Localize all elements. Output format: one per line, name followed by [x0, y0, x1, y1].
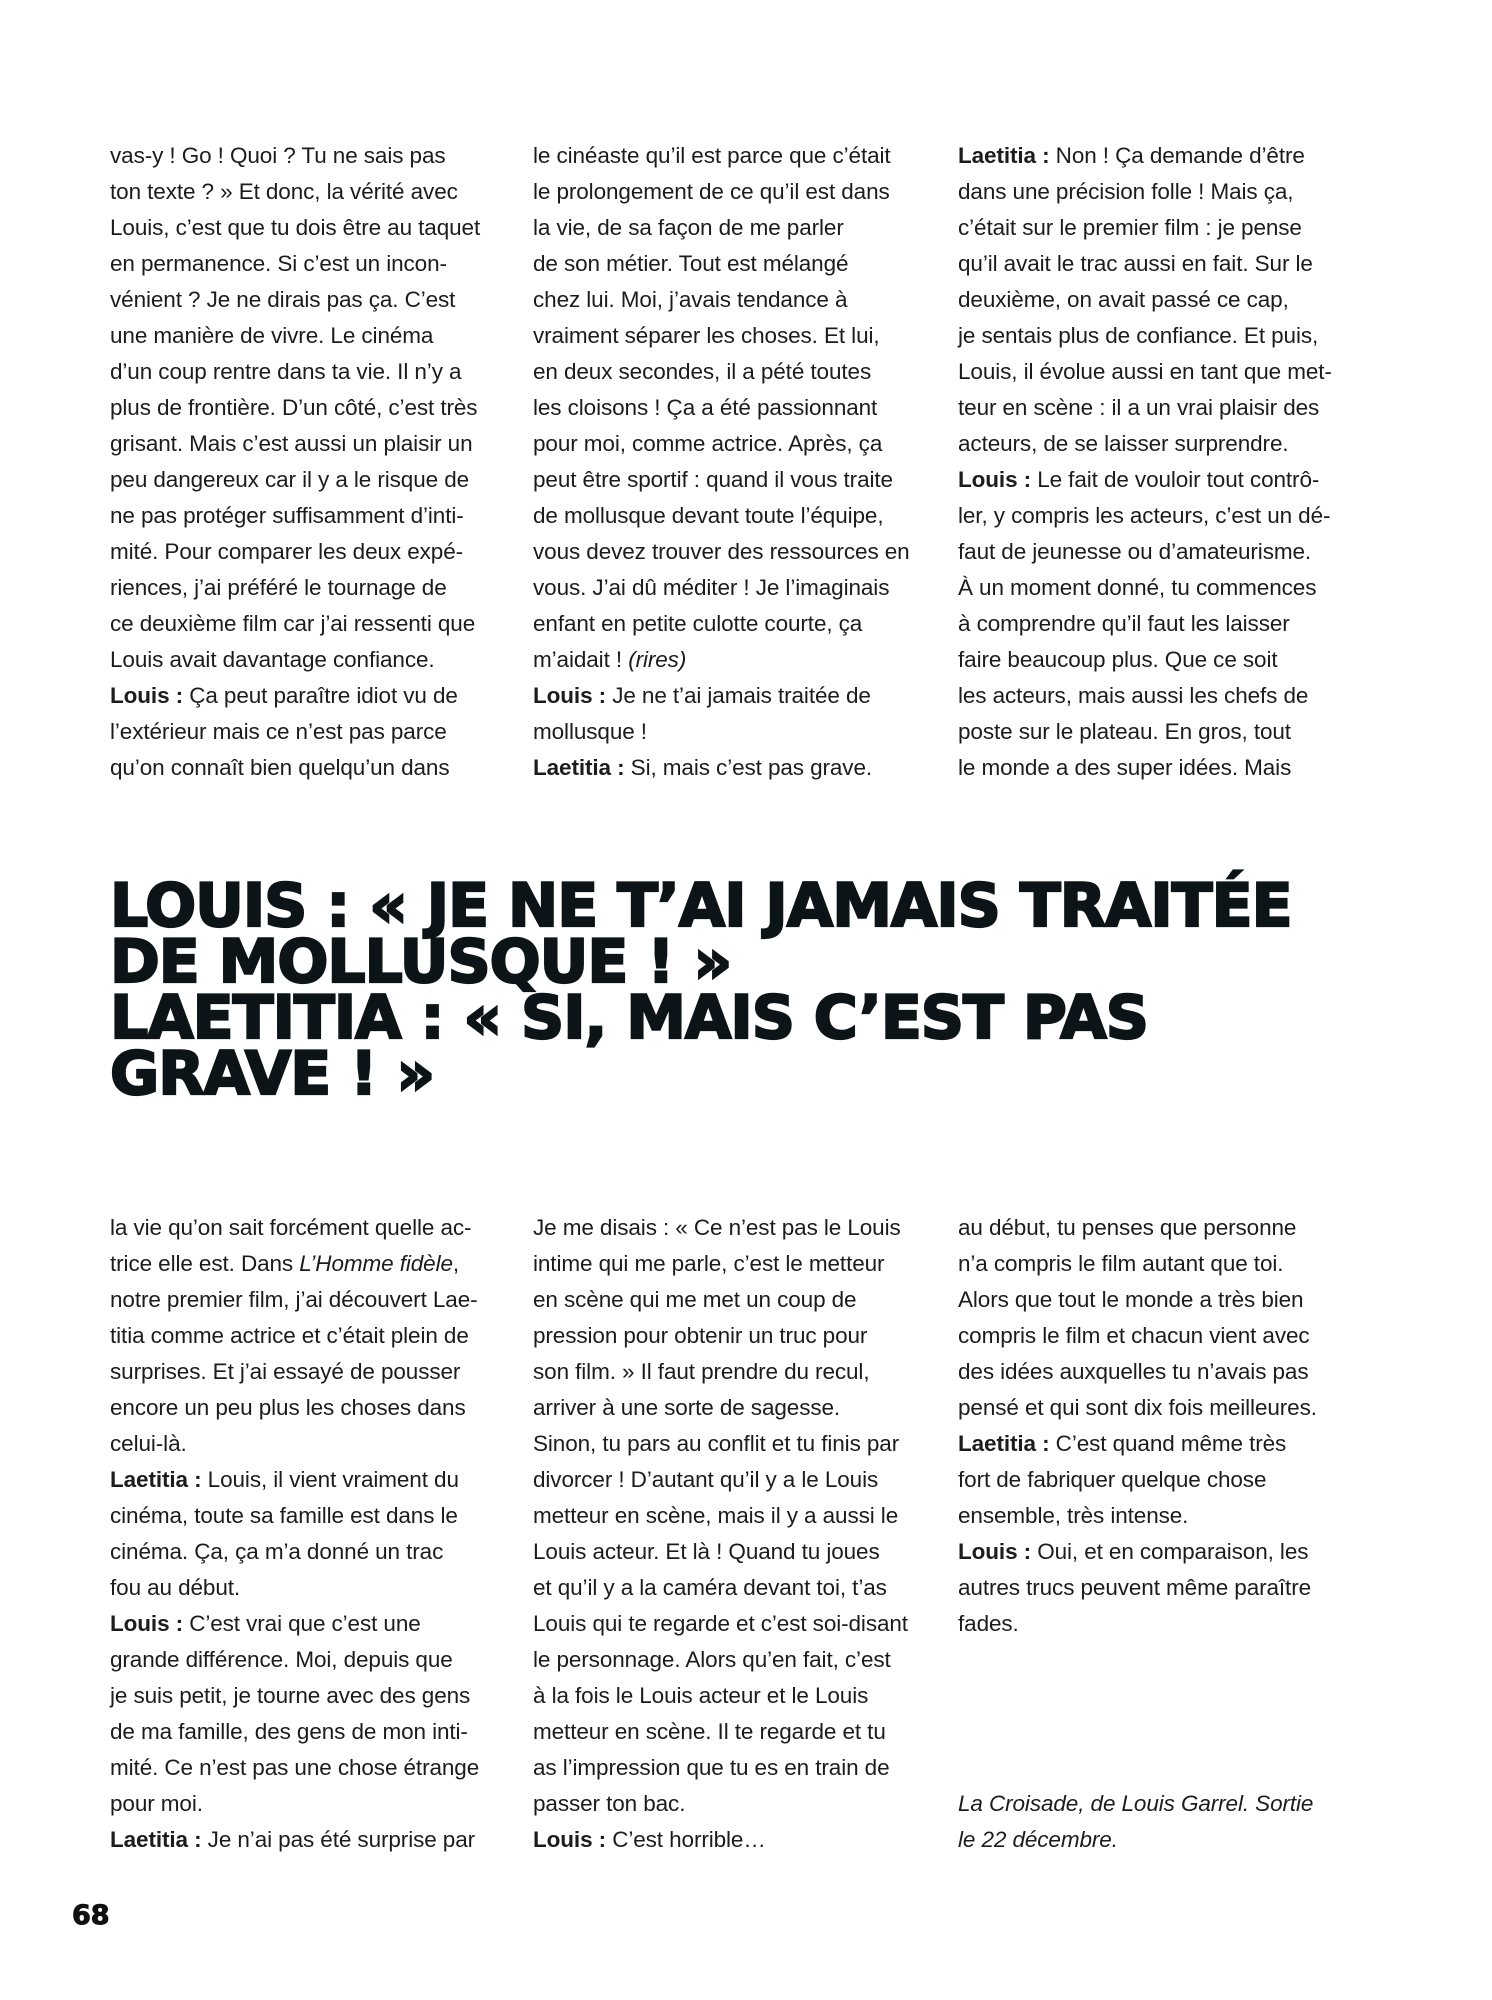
body-text: les acteurs, mais aussi les chefs de	[958, 683, 1309, 708]
body-text: ce deuxième film car j’ai ressenti que	[110, 611, 476, 636]
body-text: vous devez trouver des ressources en	[533, 539, 910, 564]
body-text: celui-là.	[110, 1431, 187, 1456]
speaker-name: Louis :	[533, 683, 607, 708]
text-line	[958, 678, 1358, 714]
body-text: Louis qui te regarde et c’est soi-disant	[533, 1611, 908, 1636]
text-line	[958, 282, 1358, 318]
text-line	[958, 246, 1358, 282]
body-text: je suis petit, je tourne avec des gens	[110, 1683, 471, 1708]
body-text: intime qui me parle, c’est le metteur	[533, 1251, 885, 1276]
body-text: peu dangereux car il y a le risque de	[110, 467, 470, 492]
text-line	[110, 1786, 510, 1822]
text-line	[533, 1714, 933, 1750]
text-line	[533, 462, 933, 498]
text-line	[533, 570, 933, 606]
body-text: Louis, c’est que tu dois être au taquet	[110, 215, 481, 240]
body-text: mité. Ce n’est pas une chose étrange	[110, 1755, 480, 1780]
text-line	[958, 390, 1358, 426]
body-text: d’un coup rentre dans ta vie. Il n’y a	[110, 359, 462, 384]
text-line	[533, 714, 933, 750]
body-text: et qu’il y a la caméra devant toi, t’as	[533, 1575, 887, 1600]
body-text: vénient ? Je ne dirais pas ça. C’est	[110, 287, 456, 312]
text-line	[533, 1822, 933, 1858]
text-line	[533, 534, 933, 570]
text-line	[110, 1210, 510, 1246]
article-column-top-1	[110, 138, 510, 786]
headline-line: DE MOLLUSQUE ! »	[110, 927, 732, 997]
headline-line: LOUIS : « JE NE T’AI JAMAIS TRAITÉE	[110, 871, 1292, 941]
body-text: en deux secondes, il a pété toutes	[533, 359, 872, 384]
body-text: à la fois le Louis acteur et le Louis	[533, 1683, 869, 1708]
body-text: qu’il avait le trac aussi en fait. Sur le	[958, 251, 1313, 276]
body-text: le cinéaste qu’il est parce que c’était	[533, 143, 891, 168]
text-line	[110, 390, 510, 426]
text-line	[110, 750, 510, 786]
text-line	[533, 138, 933, 174]
speaker-name: Louis :	[110, 683, 184, 708]
body-text: m’aidait !	[533, 647, 629, 672]
text-line	[958, 354, 1358, 390]
text-line	[958, 534, 1358, 570]
body-text: cinéma. Ça, ça m’a donné un trac	[110, 1539, 444, 1564]
body-text: Non ! Ça demande d’être	[1049, 143, 1305, 168]
text-line	[110, 318, 510, 354]
text-line	[533, 354, 933, 390]
text-line	[958, 1210, 1358, 1246]
text-line	[110, 1750, 510, 1786]
page-number: 68	[72, 1900, 110, 1931]
text-line	[110, 1462, 510, 1498]
text-line	[958, 210, 1358, 246]
body-text: ton texte ? » Et donc, la vérité avec	[110, 179, 458, 204]
article-column-top-2	[533, 138, 933, 786]
text-line	[110, 282, 510, 318]
body-text: titia comme actrice et c’était plein de	[110, 1323, 469, 1348]
text-line	[110, 714, 510, 750]
speaker-name: Laetitia :	[958, 143, 1050, 168]
film-credit	[958, 1786, 1358, 1858]
text-line	[533, 426, 933, 462]
body-text: Je n’ai pas été surprise par	[201, 1827, 476, 1852]
body-text: ,	[452, 1251, 460, 1276]
body-text: n’a compris le film autant que toi.	[958, 1251, 1284, 1276]
speaker-name: Laetitia :	[110, 1827, 202, 1852]
text-line	[110, 246, 510, 282]
text-line	[533, 210, 933, 246]
body-text: pression pour obtenir un truc pour	[533, 1323, 868, 1348]
text-line	[533, 1354, 933, 1390]
body-text: les cloisons ! Ça a été passionnant	[533, 395, 878, 420]
text-line	[533, 642, 933, 678]
body-text: ensemble, très intense.	[958, 1503, 1189, 1528]
italic-text: (rires)	[628, 647, 687, 672]
text-line	[958, 174, 1358, 210]
article-column-bottom-1	[110, 1210, 510, 1858]
text-line	[533, 1642, 933, 1678]
body-text: faire beaucoup plus. Que ce soit	[958, 647, 1278, 672]
body-text: deuxième, on avait passé ce cap,	[958, 287, 1289, 312]
body-text: mollusque !	[533, 719, 647, 744]
text-line	[110, 1678, 510, 1714]
body-text: C’est quand même très	[1049, 1431, 1287, 1456]
body-text: Ça peut paraître idiot vu de	[183, 683, 458, 708]
speaker-name: Louis :	[958, 1539, 1032, 1564]
body-text: grisant. Mais c’est aussi un plaisir un	[110, 431, 473, 456]
text-line	[533, 1210, 933, 1246]
text-line	[110, 606, 510, 642]
speaker-name: Laetitia :	[533, 755, 625, 780]
text-line	[533, 282, 933, 318]
body-text: peut être sportif : quand il vous traite	[533, 467, 893, 492]
body-text: mité. Pour comparer les deux expé-	[110, 539, 464, 564]
body-text: notre premier film, j’ai découvert Lae-	[110, 1287, 478, 1312]
body-text: de mollusque devant toute l’équipe,	[533, 503, 884, 528]
body-text: au début, tu penses que personne	[958, 1215, 1297, 1240]
text-line	[533, 1246, 933, 1282]
text-line	[958, 714, 1358, 750]
text-line	[533, 678, 933, 714]
text-line	[533, 1318, 933, 1354]
article-column-bottom-3	[958, 1210, 1358, 1642]
body-text: vous. J’ai dû méditer ! Je l’imaginais	[533, 575, 890, 600]
text-line	[110, 462, 510, 498]
body-text: dans une précision folle ! Mais ça,	[958, 179, 1294, 204]
body-text: metteur en scène, mais il y a aussi le	[533, 1503, 899, 1528]
text-line	[110, 1498, 510, 1534]
body-text: encore un peu plus les choses dans	[110, 1395, 466, 1420]
body-text: pour moi.	[110, 1791, 203, 1816]
body-text: grande différence. Moi, depuis que	[110, 1647, 453, 1672]
text-line	[958, 498, 1358, 534]
body-text: son film. » Il faut prendre du recul,	[533, 1359, 870, 1384]
body-text: arriver à une sorte de sagesse.	[533, 1395, 841, 1420]
body-text: C’est vrai que c’est une	[183, 1611, 421, 1636]
text-line	[533, 174, 933, 210]
text-line	[958, 1390, 1358, 1426]
text-line	[110, 1714, 510, 1750]
body-text: Louis, il vient vraiment du	[201, 1467, 459, 1492]
text-line	[958, 1570, 1358, 1606]
text-line	[533, 750, 933, 786]
body-text: l’extérieur mais ce n’est pas parce	[110, 719, 447, 744]
text-line	[533, 1390, 933, 1426]
body-text: le personnage. Alors qu’en fait, c’est	[533, 1647, 891, 1672]
article-column-bottom-2	[533, 1210, 933, 1858]
body-text: autres trucs peuvent même paraître	[958, 1575, 1312, 1600]
text-line	[110, 1570, 510, 1606]
text-line	[958, 1462, 1358, 1498]
body-text: Si, mais c’est pas grave.	[624, 755, 873, 780]
text-line	[958, 570, 1358, 606]
credit-line: le 22 décembre.	[958, 1827, 1118, 1852]
article-column-top-3	[958, 138, 1358, 786]
body-text: compris le film et chacun vient avec	[958, 1323, 1310, 1348]
body-text: à comprendre qu’il faut les laisser	[958, 611, 1290, 636]
pull-quote-headline	[110, 871, 1410, 1109]
body-text: metteur en scène. Il te regarde et tu	[533, 1719, 886, 1744]
text-line	[110, 1282, 510, 1318]
body-text: Alors que tout le monde a très bien	[958, 1287, 1304, 1312]
body-text: surprises. Et j’ai essayé de pousser	[110, 1359, 461, 1384]
body-text: qu’on connaît bien quelqu’un dans	[110, 755, 450, 780]
body-text: À un moment donné, tu commences	[958, 575, 1317, 600]
body-text: Oui, et en comparaison, les	[1031, 1539, 1309, 1564]
text-line	[958, 1354, 1358, 1390]
text-line	[958, 1426, 1358, 1462]
body-text: le prolongement de ce qu’il est dans	[533, 179, 890, 204]
body-text: divorcer ! D’autant qu’il y a le Louis	[533, 1467, 879, 1492]
speaker-name: Louis :	[533, 1827, 607, 1852]
text-line	[958, 1246, 1358, 1282]
text-line	[533, 1606, 933, 1642]
text-line	[110, 426, 510, 462]
body-text: fou au début.	[110, 1575, 241, 1600]
body-text: riences, j’ai préféré le tournage de	[110, 575, 447, 600]
body-text: la vie, de sa façon de me parler	[533, 215, 844, 240]
text-line	[110, 1606, 510, 1642]
text-line	[958, 426, 1358, 462]
credit-line: La Croisade, de Louis Garrel. Sortie	[958, 1791, 1314, 1816]
text-line	[533, 498, 933, 534]
headline-line: LAETITIA : « SI, MAIS C’EST PAS	[110, 983, 1148, 1053]
body-text: cinéma, toute sa famille est dans le	[110, 1503, 458, 1528]
text-line	[533, 1426, 933, 1462]
text-line	[110, 678, 510, 714]
body-text: Louis avait davantage confiance.	[110, 647, 435, 672]
text-line	[533, 1534, 933, 1570]
text-line	[958, 1282, 1358, 1318]
text-line	[958, 462, 1358, 498]
speaker-name: Louis :	[110, 1611, 184, 1636]
body-text: en permanence. Si c’est un incon-	[110, 251, 447, 276]
text-line	[110, 138, 510, 174]
text-line	[533, 1282, 933, 1318]
text-line	[958, 138, 1358, 174]
body-text: c’était sur le premier film : je pense	[958, 215, 1302, 240]
text-line	[958, 1606, 1358, 1642]
text-line	[110, 174, 510, 210]
text-line	[110, 534, 510, 570]
text-line	[533, 1570, 933, 1606]
text-line	[958, 606, 1358, 642]
text-line	[958, 642, 1358, 678]
speaker-name: Laetitia :	[958, 1431, 1050, 1456]
speaker-name: Louis :	[958, 467, 1032, 492]
body-text: ler, y compris les acteurs, c’est un dé-	[958, 503, 1331, 528]
text-line	[110, 498, 510, 534]
text-line	[533, 318, 933, 354]
headline-line: GRAVE ! »	[110, 1039, 435, 1109]
body-text: en scène qui me met un coup de	[533, 1287, 857, 1312]
text-line	[533, 1678, 933, 1714]
body-text: as l’impression que tu es en train de	[533, 1755, 890, 1780]
body-text: poste sur le plateau. En gros, tout	[958, 719, 1291, 744]
body-text: C’est horrible…	[606, 1827, 766, 1852]
body-text: plus de frontière. D’un côté, c’est très	[110, 395, 478, 420]
body-text: Sinon, tu pars au conflit et tu finis par	[533, 1431, 900, 1456]
text-line	[533, 1462, 933, 1498]
body-text: pensé et qui sont dix fois meilleures.	[958, 1395, 1317, 1420]
text-line	[110, 1354, 510, 1390]
text-line	[533, 1498, 933, 1534]
body-text: fades.	[958, 1611, 1019, 1636]
body-text: la vie qu’on sait forcément quelle ac-	[110, 1215, 472, 1240]
text-line	[533, 606, 933, 642]
body-text: de son métier. Tout est mélangé	[533, 251, 849, 276]
body-text: Louis acteur. Et là ! Quand tu joues	[533, 1539, 880, 1564]
body-text: chez lui. Moi, j’avais tendance à	[533, 287, 848, 312]
body-text: acteurs, de se laisser surprendre.	[958, 431, 1289, 456]
text-line	[110, 1822, 510, 1858]
body-text: vraiment séparer les choses. Et lui,	[533, 323, 880, 348]
speaker-name: Laetitia :	[110, 1467, 202, 1492]
body-text: Je me disais : « Ce n’est pas le Louis	[533, 1215, 901, 1240]
text-line	[110, 1534, 510, 1570]
body-text: une manière de vivre. Le cinéma	[110, 323, 434, 348]
body-text: faut de jeunesse ou d’amateurisme.	[958, 539, 1312, 564]
body-text: fort de fabriquer quelque chose	[958, 1467, 1267, 1492]
text-line	[110, 1426, 510, 1462]
text-line	[110, 1246, 510, 1282]
text-line	[533, 246, 933, 282]
body-text: trice elle est. Dans	[110, 1251, 300, 1276]
body-text: Je ne t’ai jamais traitée de	[606, 683, 871, 708]
body-text: ne pas protéger suffisamment d’inti-	[110, 503, 464, 528]
text-line	[110, 1318, 510, 1354]
text-line	[533, 390, 933, 426]
text-line	[958, 1534, 1358, 1570]
body-text: teur en scène : il a un vrai plaisir des	[958, 395, 1320, 420]
body-text: vas-y ! Go ! Quoi ? Tu ne sais pas	[110, 143, 446, 168]
body-text: pour moi, comme actrice. Après, ça	[533, 431, 883, 456]
body-text: je sentais plus de confiance. Et puis,	[958, 323, 1319, 348]
text-line	[110, 354, 510, 390]
text-line	[110, 210, 510, 246]
body-text: des idées auxquelles tu n’avais pas	[958, 1359, 1309, 1384]
text-line	[533, 1750, 933, 1786]
text-line	[110, 642, 510, 678]
body-text: Le fait de vouloir tout contrô-	[1031, 467, 1320, 492]
body-text: enfant en petite culotte courte, ça	[533, 611, 863, 636]
body-text: le monde a des super idées. Mais	[958, 755, 1292, 780]
text-line	[958, 318, 1358, 354]
body-text: Louis, il évolue aussi en tant que met-	[958, 359, 1332, 384]
text-line	[958, 1498, 1358, 1534]
text-line	[958, 750, 1358, 786]
text-line	[110, 1390, 510, 1426]
italic-text: L’Homme fidèle	[299, 1251, 453, 1276]
text-line	[110, 570, 510, 606]
text-line	[533, 1786, 933, 1822]
body-text: passer ton bac.	[533, 1791, 686, 1816]
text-line	[958, 1318, 1358, 1354]
text-line	[110, 1642, 510, 1678]
body-text: de ma famille, des gens de mon inti-	[110, 1719, 468, 1744]
